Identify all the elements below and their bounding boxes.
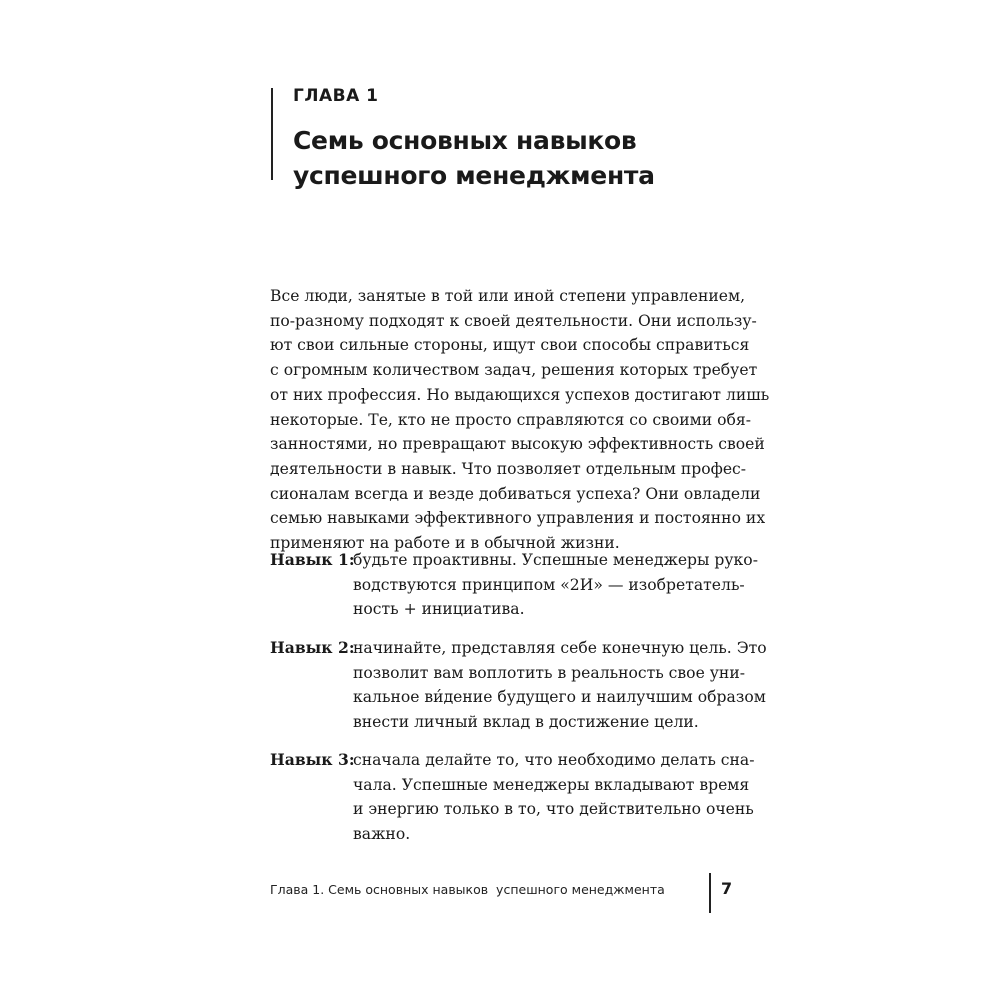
- page-number: 7: [721, 879, 733, 898]
- skill-label: Навык 3:: [270, 750, 355, 769]
- skill-item-3: [270, 748, 755, 847]
- text-line: Все люди, занятые в той или иной степени управлением,: [270, 287, 746, 305]
- skill-item-1: [270, 548, 758, 622]
- text-line: сионалам всегда и везде добиваться успеха? Они овладели: [270, 484, 761, 503]
- text-line: занностями, но превращают высокую эффективность своей: [270, 435, 765, 454]
- text-line: семью навыками эффективного управления и постоянно их: [270, 509, 766, 528]
- footer-rule: [709, 873, 711, 913]
- chapter-heading-rule: [271, 88, 273, 180]
- chapter-title-line: успешного менеджмента: [293, 161, 655, 190]
- skill-item-2: [270, 636, 767, 735]
- text-line: ют свои сильные стороны, ищут свои способы справиться: [270, 336, 750, 355]
- text-line: начинайте, представляя себе конечную цель. Это: [353, 639, 767, 657]
- chapter-title: [293, 123, 655, 193]
- text-line: по-разному подходят к своей деятельности. Они использу-: [270, 311, 757, 330]
- chapter-label: ГЛАВА 1: [293, 86, 379, 106]
- text-line: внести личный вклад в достижение цели.: [353, 713, 699, 732]
- chapter-title-line: Семь основных навыков: [293, 126, 637, 155]
- text-line: важно.: [353, 825, 411, 844]
- text-line: и энергию только в то, что действительно очень: [353, 800, 754, 819]
- running-head: Глава 1. Семь основных навыков успешного менеджмента: [270, 882, 665, 897]
- text-line: с огромным количеством задач, решения которых требует: [270, 361, 758, 380]
- skill-label: Навык 2:: [270, 638, 355, 657]
- skill-label: Навык 1:: [270, 550, 355, 569]
- text-line: позволит вам воплотить в реальность свое уни-: [353, 663, 745, 682]
- text-line: будьте проактивны. Успешные менеджеры руко-: [353, 551, 758, 569]
- text-line: чала. Успешные менеджеры вкладывают время: [353, 775, 750, 794]
- text-line: кальное ви́дение будущего и наилучшим образом: [353, 688, 766, 707]
- text-line: ность + инициатива.: [353, 600, 525, 619]
- intro-paragraph: [270, 284, 770, 556]
- text-line: от них профессия. Но выдающихся успехов достигают лишь: [270, 385, 770, 404]
- text-line: сначала делайте то, что необходимо делать сна-: [353, 751, 755, 769]
- text-line: деятельности в навык. Что позволяет отдельным профес-: [270, 459, 747, 478]
- text-line: водствуются принципом «2И» — изобретатель-: [353, 575, 745, 594]
- text-line: некоторые. Те, кто не просто справляются со своими обя-: [270, 410, 752, 429]
- text-line: применяют на работе и в обычной жизни.: [270, 534, 620, 553]
